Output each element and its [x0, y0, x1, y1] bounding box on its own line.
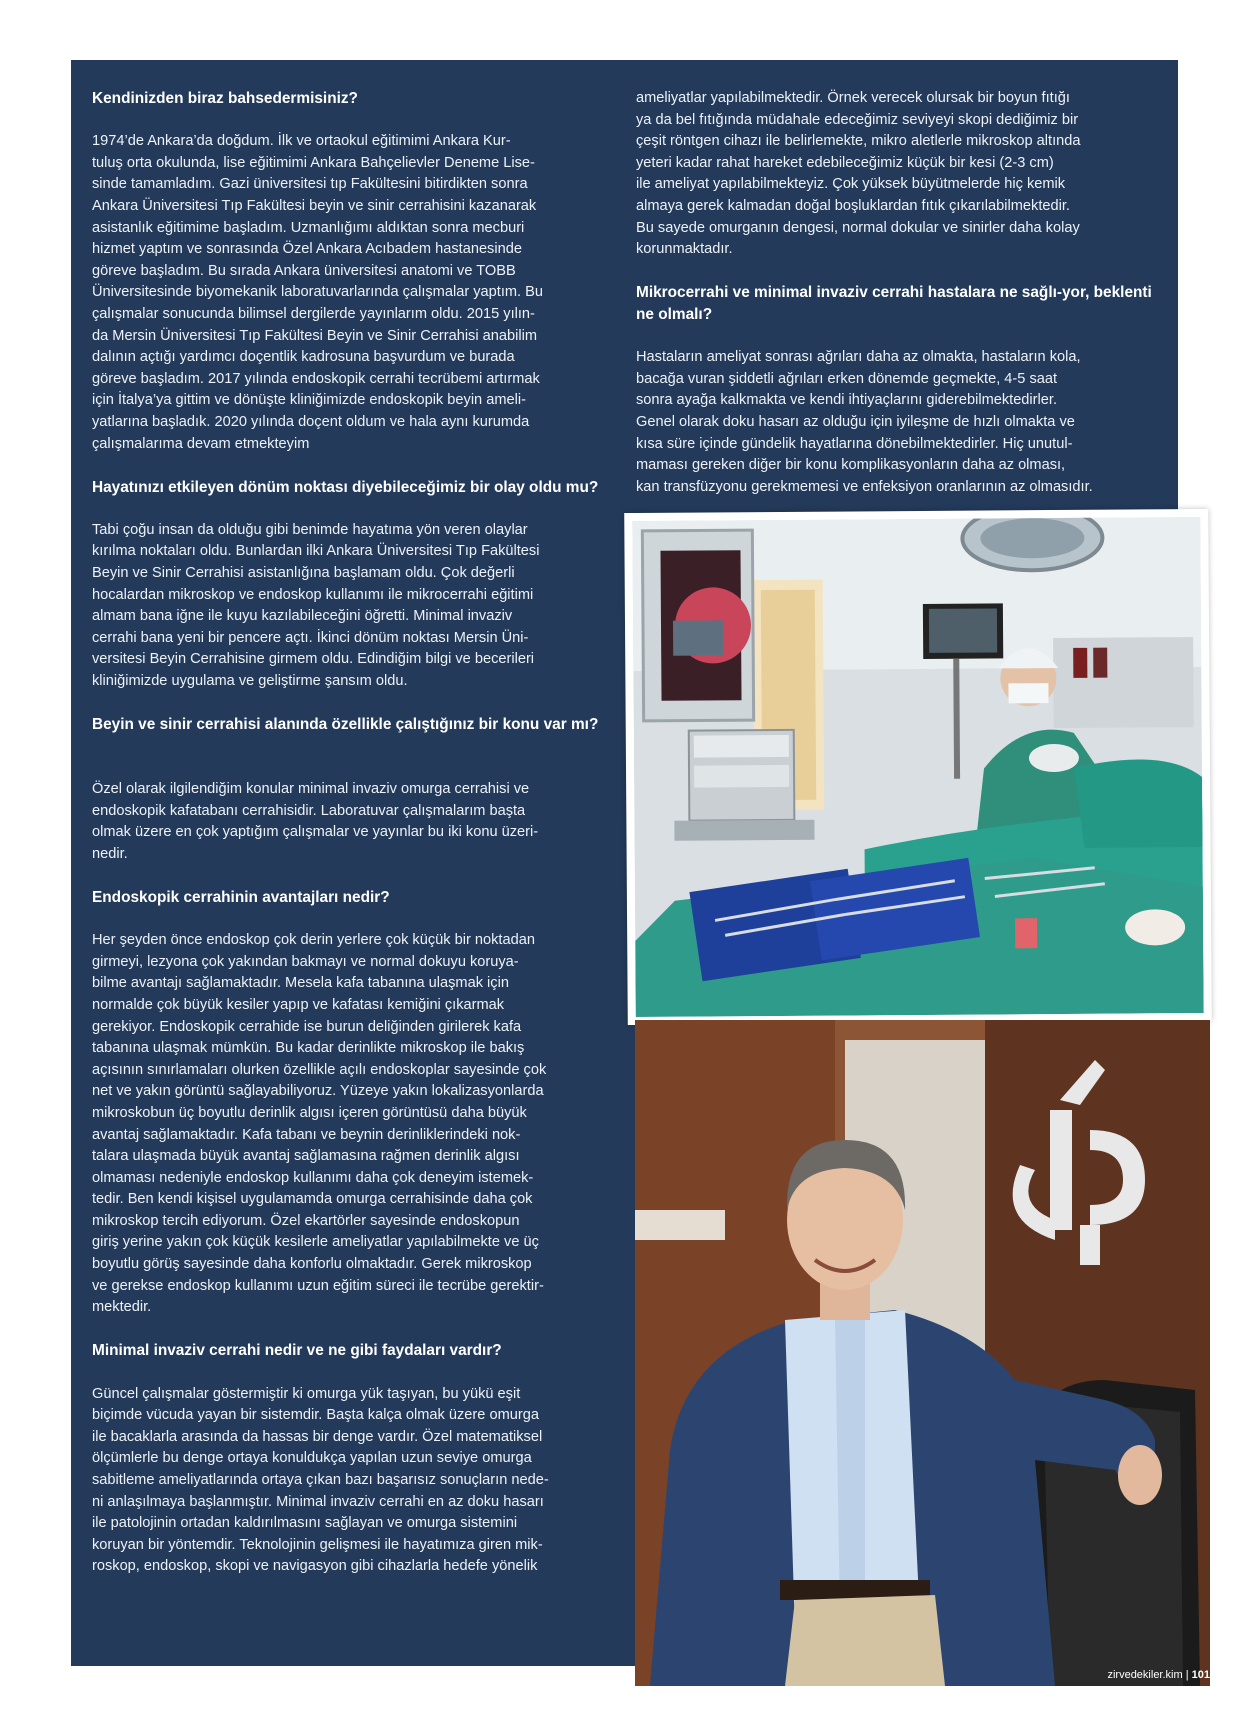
answer-paragraph [92, 930, 607, 1319]
paragraph-line: tedir. Ben kendi kişisel uygulamamda omurga cerrahisinde daha çok [92, 1191, 533, 1208]
paragraph-line: net ve yakın görüntü sağlayabiliyoruz. Yüzeye yakın lokalizasyonlarda [92, 1083, 544, 1100]
paragraph-line: da Mersin Üniversitesi Tıp Fakültesi Beyin ve Sinir Cerrahisi anabilim [92, 327, 538, 344]
paragraph-line: Hastaların ameliyat sonrası ağrıları daha az olmakta, hastaların kola, [636, 349, 1081, 366]
paragraph-line: kan transfüzyonu gerekmemesi ve enfeksiyon oranlarının az olmasıdır. [636, 478, 1093, 495]
paragraph-line: hocalardan mikroskop ve endoskop kullanımı ile mikrocerrahi eğitimi [92, 586, 534, 603]
footer-separator: | [1185, 1669, 1192, 1681]
paragraph-line: olmak üzere en çok yaptığım çalışmalar ve yayınlar bu iki konu üzeri- [92, 824, 539, 841]
paragraph-line: Güncel çalışmalar göstermiştir ki omurga yük taşıyan, bu yükü eşit [92, 1385, 521, 1402]
paragraph-line: bilme avantajı sağlamaktadır. Mesela kafa tabanına ulaşmak için [92, 975, 509, 992]
paragraph-line: normalde çok büyük kesiler yapıp ve kafatası kemiğini çıkarmak [92, 996, 505, 1013]
article-column-left [92, 88, 607, 1600]
paragraph-line: Tabi çoğu insan da olduğu gibi benimde hayatıma yön veren olaylar [92, 521, 528, 538]
paragraph-line: avantaj sağlamaktadır. Kafa tabanı ve beynin derinliklerindeki nok- [92, 1126, 521, 1143]
paragraph-line: çalışmalarıma devam etmekteyim [92, 435, 310, 452]
paragraph-line: sinde tamamladım. Gazi üniversitesi tıp Fakültesini bitirdikten sonra [92, 176, 528, 193]
question-heading: Kendinizden biraz bahsedermisiniz? [92, 90, 358, 107]
paragraph-line: cerrahi bana yeni bir pencere açtı. İkinci dönüm noktası Mersin Üni- [92, 629, 529, 646]
paragraph-line: tabanına ulaşmak mümkün. Bu kadar derinlikte mikroskop ile bakış [92, 1040, 525, 1057]
paragraph-line: asistanlık eğitimime başladım. Uzmanlığımı aldıktan sonra mecburi [92, 219, 525, 236]
paragraph-line: çeşit röntgen cihazı ile belirlemekte, mikro aletlerle mikroskop altında [636, 133, 1081, 150]
portrait-photo [635, 1020, 1210, 1686]
paragraph-line: mikroskop tercih ediyorum. Özel ekartörler sayesinde endoskopun [92, 1212, 520, 1229]
paragraph-line: hizmet yaptım ve sonrasında Özel Ankara Acıbadem hastanesinde [92, 241, 522, 258]
paragraph-line: Genel olarak doku hasarı az olduğu için iyileşme de hızlı olmakta ve [636, 413, 1075, 430]
paragraph-line: kırılma noktaları oldu. Bunlardan ilki Ankara Üniversitesi Tıp Fakültesi [92, 543, 540, 560]
paragraph-line: mektedir. [92, 1299, 152, 1316]
paragraph-line: Üniversitesinde biyomekanik laboratuvarlarında çalışmalar yaptım. Bu [92, 284, 543, 301]
paragraph-line: roskop, endoskop, skopi ve navigasyon gibi cihazlarla hedefe yönelik [92, 1558, 538, 1575]
paragraph-line: sabitleme ameliyatlarında ortaya çıkan bazı başarısız sonuçların nede- [92, 1472, 549, 1488]
paragraph-line: çalışmalar sonucunda bilimsel dergilerde yayınlarım oldu. 2015 yılın- [92, 305, 535, 322]
paragraph-line: sonra ayağa kalkmakta ve kendi ihtiyaçlarını giderebilmektedirler. [636, 392, 1057, 409]
paragraph-line: ameliyatlar yapılabilmektedir. Örnek verecek olursak bir boyun fıtığı [636, 90, 1070, 106]
paragraph-line: göreve başladım. Bu sırada Ankara üniversitesi anatomi ve TOBB [92, 262, 516, 279]
paragraph-line: girmeyi, lezyona çok yakından bakmayı ve normal dokuyu koruya- [92, 953, 519, 970]
answer-paragraph [636, 88, 1154, 261]
site-name: zirvedekiler.kim [1107, 1669, 1183, 1681]
answer-paragraph [92, 779, 607, 865]
page-footer [1107, 1668, 1210, 1682]
paragraph-line: Her şeyden önce endoskop çok derin yerlere çok küçük bir noktadan [92, 932, 535, 949]
paragraph-line: ni anlaşılmaya başlanmıştır. Minimal invaziv cerrahi en az doku hasarı [92, 1493, 544, 1510]
article-column-right [636, 88, 1154, 520]
paragraph-line: dalının açtığı yardımcı doçentlik kadrosuna başvurdum ve burada [92, 349, 515, 366]
question-heading: Endoskopik cerrahinin avantajları nedir? [92, 888, 390, 906]
paragraph-line: maması gereken diğer bir konu komplikasyonların daha az olması, [636, 457, 1066, 474]
answer-paragraph [636, 347, 1154, 498]
paragraph-line: göreve başladım. 2017 yılında endoskopik cerrahi tecrübemi artırmak [92, 370, 540, 387]
question-heading: Hayatınızı etkileyen dönüm noktası diyebileceğimiz bir olay oldu mu? [92, 478, 599, 496]
page-number: 101 [1191, 1669, 1210, 1681]
paragraph-line: kliniğimizde uygulama ve geliştirme şansım oldu. [92, 673, 408, 690]
paragraph-line: boyutlu görüş sayesinde daha konforlu olmaktadır. Gerek mikroskop [92, 1256, 532, 1273]
answer-paragraph [92, 520, 607, 693]
paragraph-line: biçimde vücuda yayan bir sistemdir. Başta kalça olmak üzere omurga [92, 1407, 539, 1424]
answer-paragraph [92, 1384, 607, 1578]
paragraph-line: ölçümlerle bu denge ortaya konuldukça yapılan uzun seviye omurga [92, 1450, 532, 1467]
paragraph-line: Bu sayede omurganın dengesi, normal dokular ve sinirler daha kolay [636, 219, 1080, 236]
question-heading: Mikrocerrahi ve minimal invaziv cerrahi hastalara ne sağlı-yor, beklenti ne olmalı? [636, 284, 1152, 323]
paragraph-line: yeteri kadar rahat hareket edebileceğimiz küçük bir kesi (2-3 cm) [636, 154, 1054, 171]
paragraph-line: ile ameliyat yapılabilmekteyiz. Çok yüksek büyütmelerde hiç kemik [636, 176, 1066, 193]
paragraph-line: versitesi Beyin Cerrahisine girmem oldu. Edindiğim bilgi ve becerileri [92, 651, 535, 668]
paragraph-line: Beyin ve Sinir Cerrahisi asistanlığına başlamam oldu. Çok değerli [92, 565, 515, 582]
paragraph-line: ile patolojinin ortadan kaldırılmasını sağlayan ve omurga sistemini [92, 1515, 518, 1532]
paragraph-line: mikroskobun üç boyutlu derinlik algısı içeren görüntüsü daha büyük [92, 1104, 527, 1121]
paragraph-line: açısının sınırlamaları olurken özellikle açılı endoskoplar sayesinde çok [92, 1061, 547, 1078]
paragraph-line: yatlarına başladık. 2020 yılında doçent oldum ve hala aynı kurumda [92, 413, 530, 430]
paragraph-line: giriş yerine yakın çok küçük kesilerle ameliyatlar yapılabilmekte ve üç [92, 1234, 539, 1251]
paragraph-line: almaya gerek kalmadan doğal boşluklardan fıtık çıkarılabilmektedir. [636, 197, 1070, 214]
paragraph-line: kısa süre içinde gündelik hayatlarına dönebilmektedirler. Hiç unutul- [636, 435, 1073, 452]
paragraph-line: koruyan bir yöntemdir. Teknolojinin gelişmesi ile hayatımıza giren mik- [92, 1536, 543, 1553]
paragraph-line: endoskopik kafatabanı cerrahisidir. Laboratuvar çalışmalarım başta [92, 802, 526, 819]
paragraph-line: korunmaktadır. [636, 241, 733, 258]
paragraph-line: ve gerekse endoskop kullanımı uzun eğitim süreci ile tecrübe gerektir- [92, 1277, 544, 1294]
paragraph-line: talara ulaşmada büyük avantaj sağlamasına rağmen derinlik algısı [92, 1148, 520, 1165]
operating-room-photo [624, 509, 1212, 1025]
paragraph-line: tuluş orta okulunda, lise eğitimimi Ankara Bahçelievler Deneme Lise- [92, 154, 535, 171]
question-heading: Minimal invaziv cerrahi nedir ve ne gibi faydaları vardır? [92, 1342, 502, 1360]
paragraph-line: olmaması nedeniyle endoskop kullanımı daha çok deneyim istemek- [92, 1169, 534, 1186]
paragraph-line: almam bana iğne ile kuyu kazılabileceğini öğretti. Minimal invaziv [92, 608, 513, 625]
paragraph-line: Ankara Üniversitesi Tıp Fakültesi beyin ve sinir cerrahisini kazanarak [92, 197, 537, 214]
question-heading: Beyin ve sinir cerrahisi alanında özellikle çalıştığınız bir konu var mı? [92, 716, 599, 734]
paragraph-line: gerekiyor. Endoskopik cerrahide ise burun deliğinden girilerek kafa [92, 1018, 522, 1035]
paragraph-line: ile bacaklarla arasında da hassas bir denge vardır. Özel matematiksel [92, 1428, 543, 1445]
paragraph-line: ya da bel fıtığında müdahale edeceğimiz seviyeyi skopi dediğimiz bir [636, 111, 1079, 128]
paragraph-line: 1974’de Ankara’da doğdum. İlk ve ortaokul eğitimimi Ankara Kur- [92, 133, 511, 150]
paragraph-line: bacağa vuran şiddetli ağrıları erken dönemde geçmekte, 4-5 saat [636, 370, 1058, 387]
answer-paragraph [92, 131, 607, 455]
paragraph-line: için İtalya’ya gittim ve dönüşte kliniğimizde endoskopik beyin ameli- [92, 392, 526, 409]
paragraph-line: nedir. [92, 845, 128, 862]
paragraph-line: Özel olarak ilgilendiğim konular minimal invaziv omurga cerrahisi ve [92, 781, 530, 797]
